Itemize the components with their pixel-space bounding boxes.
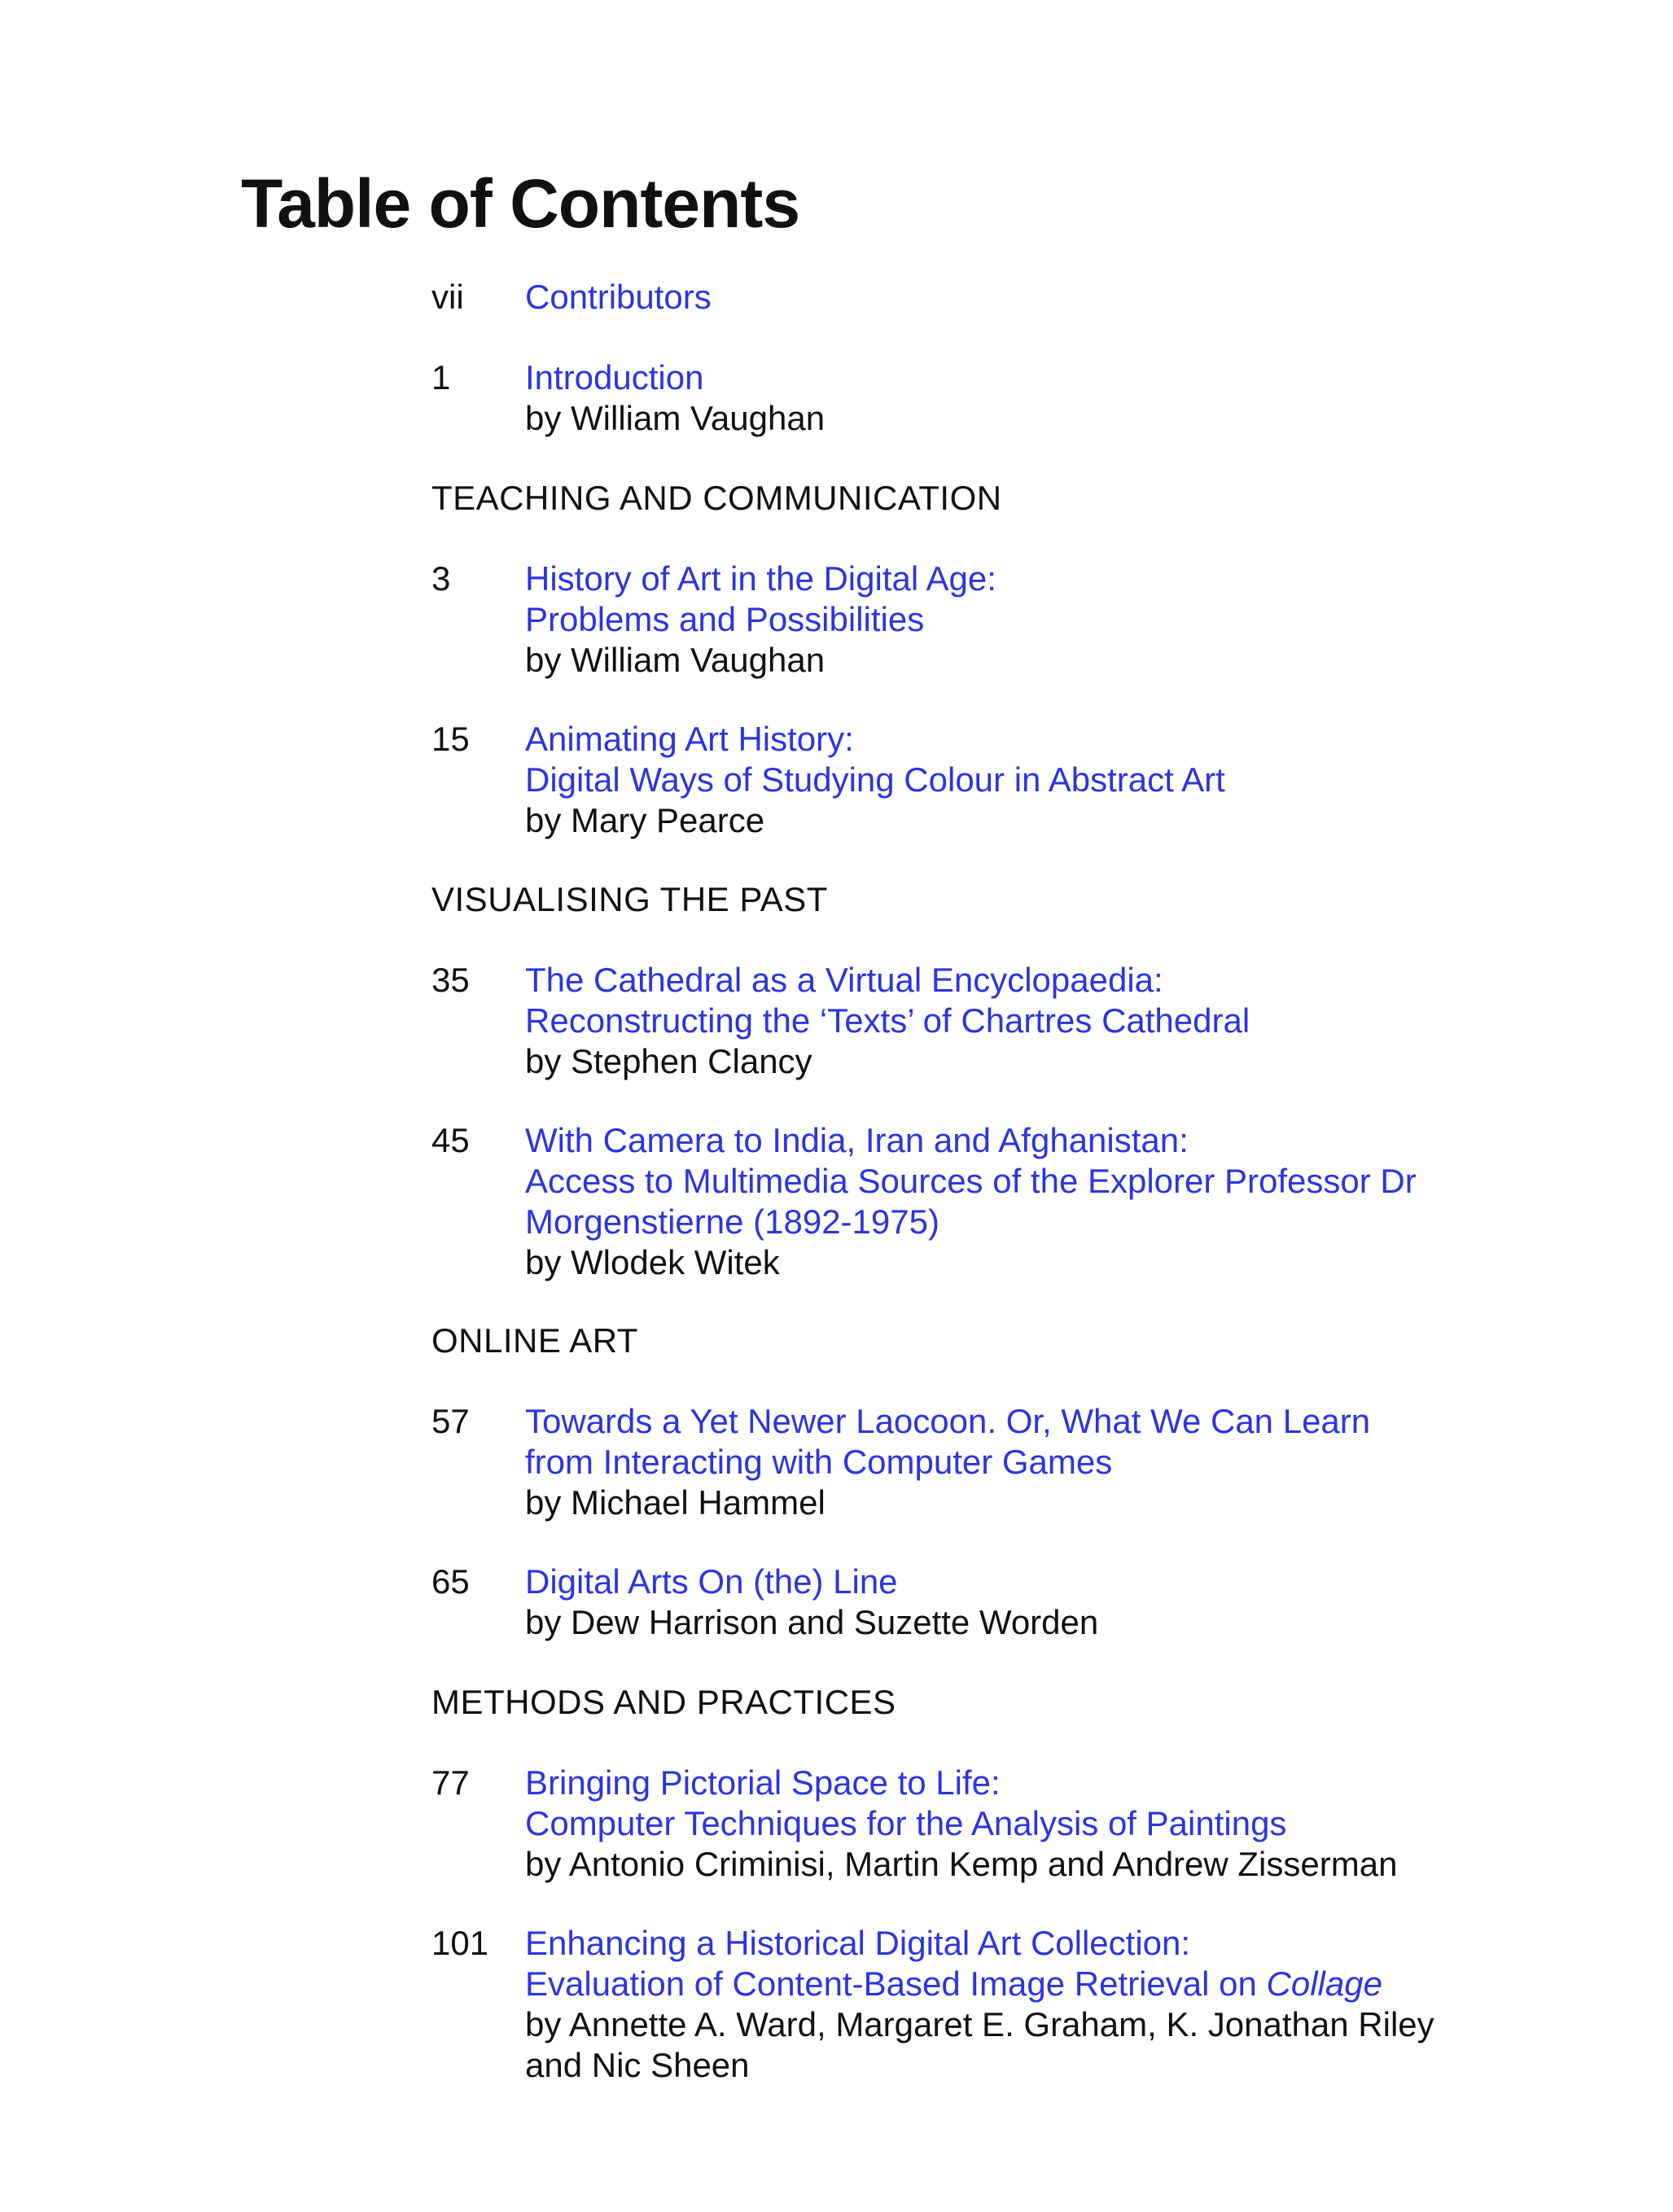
chapter-author: by William Vaughan: [525, 399, 826, 437]
chapter-author: by Michael Hammel: [525, 1483, 826, 1522]
chapter-title-link[interactable]: Enhancing a Historical Digital Art Collection:: [525, 1924, 1191, 1962]
section-heading: METHODS AND PRACTICES: [431, 1683, 896, 1721]
chapter-title-link[interactable]: Reconstructing the ‘Texts’ of Chartres Cathedral: [525, 1001, 1250, 1040]
chapter-title-link[interactable]: from Interacting with Computer Games: [525, 1443, 1113, 1481]
chapter-title-link[interactable]: With Camera to India, Iran and Afghanistan:: [525, 1121, 1189, 1159]
chapter-title-link[interactable]: [525, 1964, 1632, 2004]
section-heading: ONLINE ART: [431, 1321, 638, 1360]
page-number: 35: [431, 961, 470, 999]
page-title: Table of Contents: [241, 165, 800, 242]
chapter-title-link[interactable]: Access to Multimedia Sources of the Explorer Professor Dr: [525, 1162, 1417, 1200]
chapter-title-link[interactable]: Digital Arts On (the) Line: [525, 1562, 898, 1601]
chapter-title-link[interactable]: History of Art in the Digital Age:: [525, 559, 996, 598]
chapter-title-link[interactable]: The Cathedral as a Virtual Encyclopaedia:: [525, 961, 1163, 999]
chapter-title-italic: Collage: [1266, 1965, 1382, 2003]
chapter-title-link[interactable]: Introduction: [525, 358, 704, 396]
page-number: 45: [431, 1121, 470, 1159]
chapter-author: by William Vaughan: [525, 641, 826, 679]
chapter-author: by Wlodek Witek: [525, 1243, 780, 1281]
page-number: vii: [431, 278, 464, 316]
page-number: 1: [431, 358, 451, 396]
chapter-title-link[interactable]: Morgenstierne (1892-1975): [525, 1202, 939, 1241]
page-number: 77: [431, 1763, 470, 1802]
chapter-title-link[interactable]: Contributors: [525, 278, 712, 316]
chapter-title-link[interactable]: Computer Techniques for the Analysis of Paintings: [525, 1804, 1287, 1842]
section-heading: TEACHING AND COMMUNICATION: [431, 479, 1002, 517]
chapter-title-link[interactable]: Digital Ways of Studying Colour in Abstract Art: [525, 760, 1225, 799]
chapter-title-link[interactable]: Animating Art History:: [525, 720, 854, 758]
page-number: 3: [431, 559, 451, 598]
chapter-author: by Stephen Clancy: [525, 1042, 812, 1080]
page-number: 65: [431, 1562, 470, 1601]
chapter-title-link[interactable]: Problems and Possibilities: [525, 600, 925, 638]
page-number: 57: [431, 1402, 470, 1440]
page-number: 101: [431, 1924, 489, 1962]
page-number: 15: [431, 720, 470, 758]
chapter-title-text: Evaluation of Content-Based Image Retrieval on: [525, 1965, 1267, 2003]
chapter-author: by Mary Pearce: [525, 801, 765, 839]
chapter-author: by Annette A. Ward, Margaret E. Graham, K. Jonathan Riley: [525, 2005, 1434, 2043]
chapter-title-link[interactable]: Bringing Pictorial Space to Life:: [525, 1763, 1001, 1802]
chapter-author: and Nic Sheen: [525, 2046, 750, 2084]
chapter-title-link[interactable]: Towards a Yet Newer Laocoon. Or, What We Can Learn: [525, 1402, 1371, 1440]
chapter-author: by Antonio Criminisi, Martin Kemp and Andrew Zisserman: [525, 1845, 1398, 1883]
section-heading: VISUALISING THE PAST: [431, 880, 828, 918]
chapter-author: by Dew Harrison and Suzette Worden: [525, 1603, 1099, 1641]
